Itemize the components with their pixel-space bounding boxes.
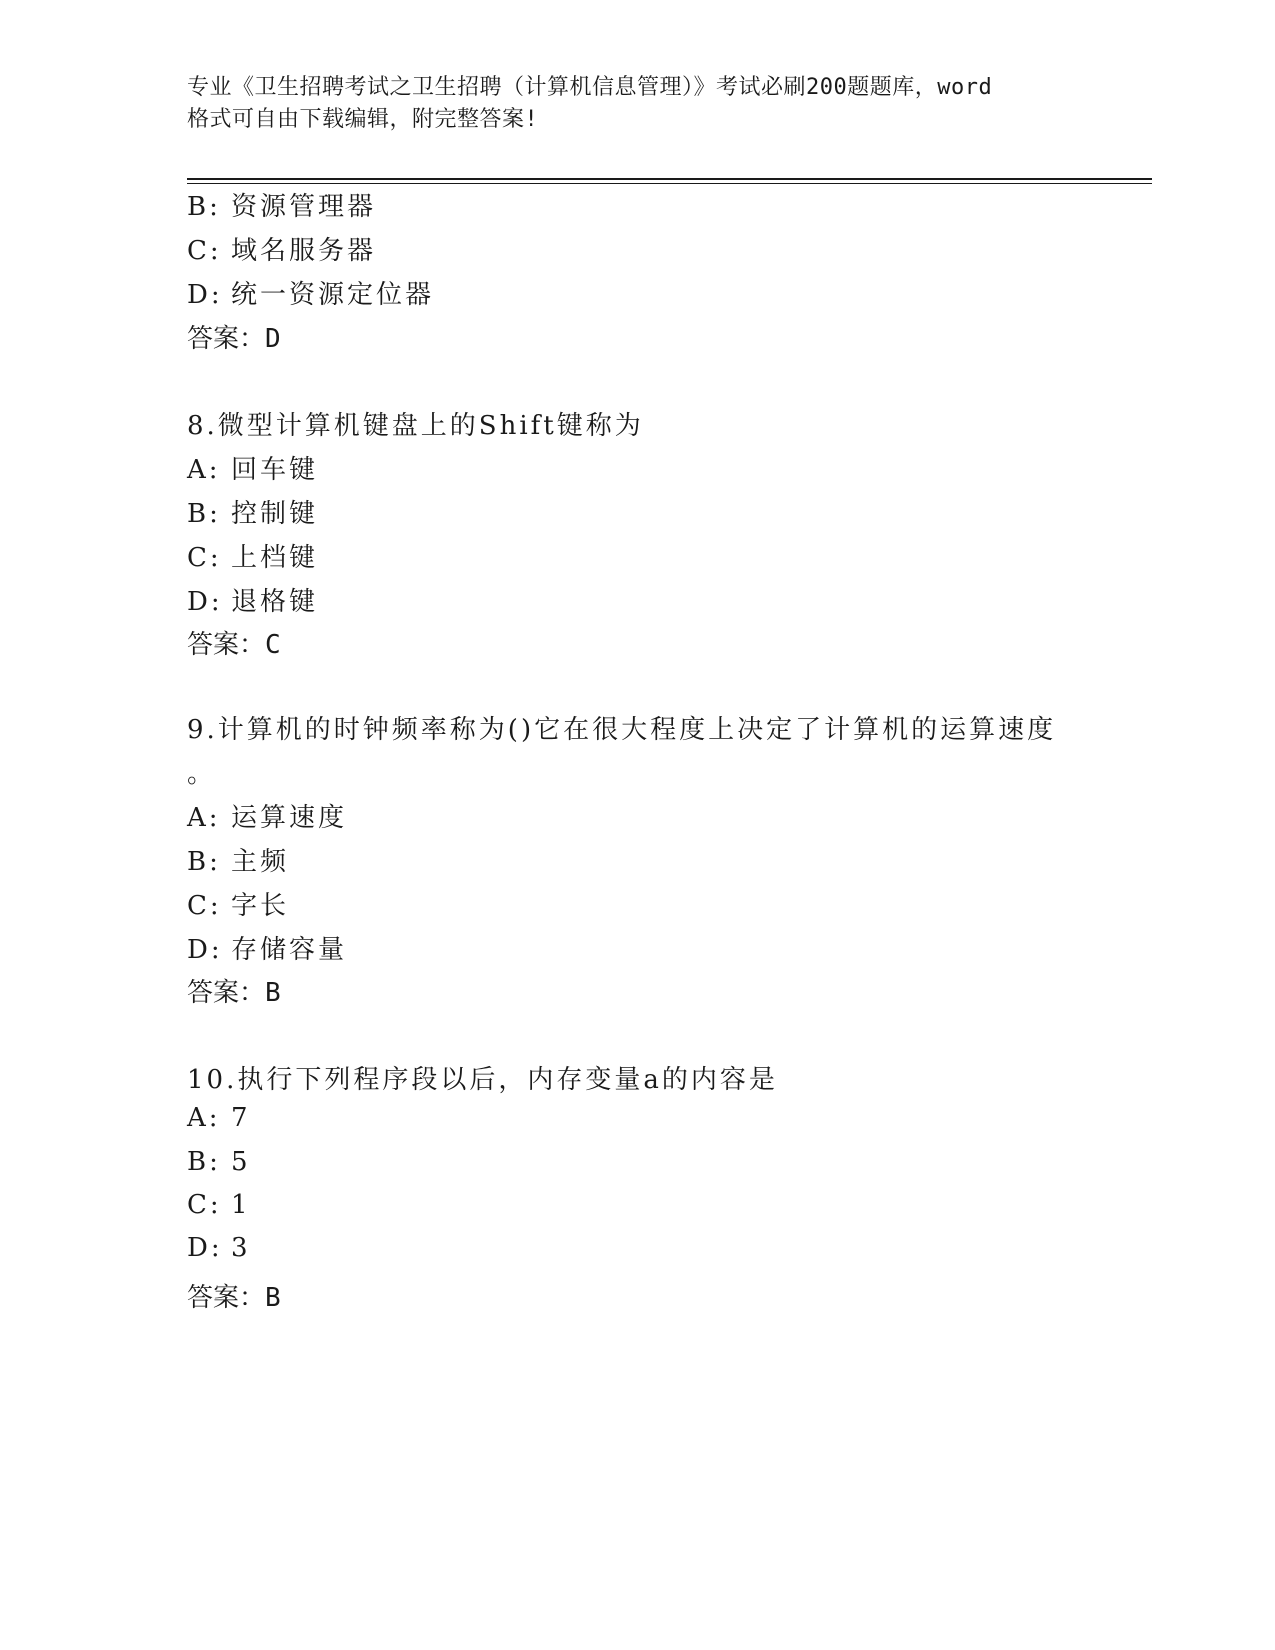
q8-option-b <box>187 493 318 530</box>
header-line-2: 格式可自由下载编辑，附完整答案! <box>187 107 539 132</box>
option-text: 上档键 <box>231 543 319 573</box>
option-key: C: <box>187 891 222 921</box>
header-line-1: 专业《卫生招聘考试之卫生招聘（计算机信息管理）》考试必刷200题题库，word <box>187 75 993 100</box>
option-key: B: <box>187 499 221 529</box>
q8-option-d <box>187 581 318 618</box>
q9-question: 9.计算机的时钟频率称为()它在很大程度上决定了计算机的运算速度 <box>187 715 1057 745</box>
option-key: D: <box>187 1233 223 1263</box>
option-key: C: <box>187 543 222 573</box>
option-key: A: <box>187 1103 221 1133</box>
q7-option-b <box>187 186 376 223</box>
q7-option-d <box>187 274 434 311</box>
option-text: 3 <box>231 1233 251 1263</box>
option-key: A: <box>187 455 221 485</box>
q8-option-a <box>187 449 318 486</box>
q10-option-a <box>187 1103 251 1133</box>
option-text: 7 <box>231 1103 251 1133</box>
q10-option-d <box>187 1233 251 1263</box>
option-key: B: <box>187 847 221 877</box>
option-text: 存储容量 <box>231 935 348 965</box>
option-text: 统一资源定位器 <box>231 280 435 310</box>
option-key: D: <box>187 280 223 310</box>
option-key: C: <box>187 1190 222 1220</box>
option-key: D: <box>187 587 223 617</box>
header-divider-thick <box>187 178 1152 180</box>
option-key: A: <box>187 803 221 833</box>
document-header <box>187 72 1087 136</box>
option-text: 资源管理器 <box>231 192 377 222</box>
q8-question: 8.微型计算机键盘上的Shift键称为 <box>187 411 644 441</box>
q9-option-b <box>187 841 289 878</box>
q9-answer: 答案：B <box>187 978 281 1008</box>
option-text: 字长 <box>231 891 290 921</box>
q7-option-c <box>187 230 376 267</box>
option-text: 1 <box>231 1190 251 1220</box>
option-text: 域名服务器 <box>231 236 377 266</box>
q9-option-c <box>187 885 289 922</box>
option-text: 控制键 <box>231 499 319 529</box>
q10-answer: 答案：B <box>187 1283 281 1313</box>
q7-answer: 答案：D <box>187 324 281 354</box>
option-key: B: <box>187 1147 221 1177</box>
option-key: C: <box>187 236 222 266</box>
option-key: B: <box>187 192 221 222</box>
q8-option-c <box>187 537 318 574</box>
q10-question: 10.执行下列程序段以后，内存变量a的内容是 <box>187 1065 778 1095</box>
q9-option-d <box>187 929 347 966</box>
option-text: 运算速度 <box>231 803 348 833</box>
option-text: 主频 <box>231 847 290 877</box>
header-divider-thin <box>187 183 1152 184</box>
q8-answer: 答案：C <box>187 630 281 660</box>
q9-question-continuation: 。 <box>187 759 217 789</box>
q10-option-c <box>187 1190 251 1220</box>
q9-option-a <box>187 797 347 834</box>
option-text: 5 <box>231 1147 251 1177</box>
option-text: 回车键 <box>231 455 319 485</box>
option-text: 退格键 <box>231 587 319 617</box>
q10-option-b <box>187 1147 251 1177</box>
option-key: D: <box>187 935 223 965</box>
